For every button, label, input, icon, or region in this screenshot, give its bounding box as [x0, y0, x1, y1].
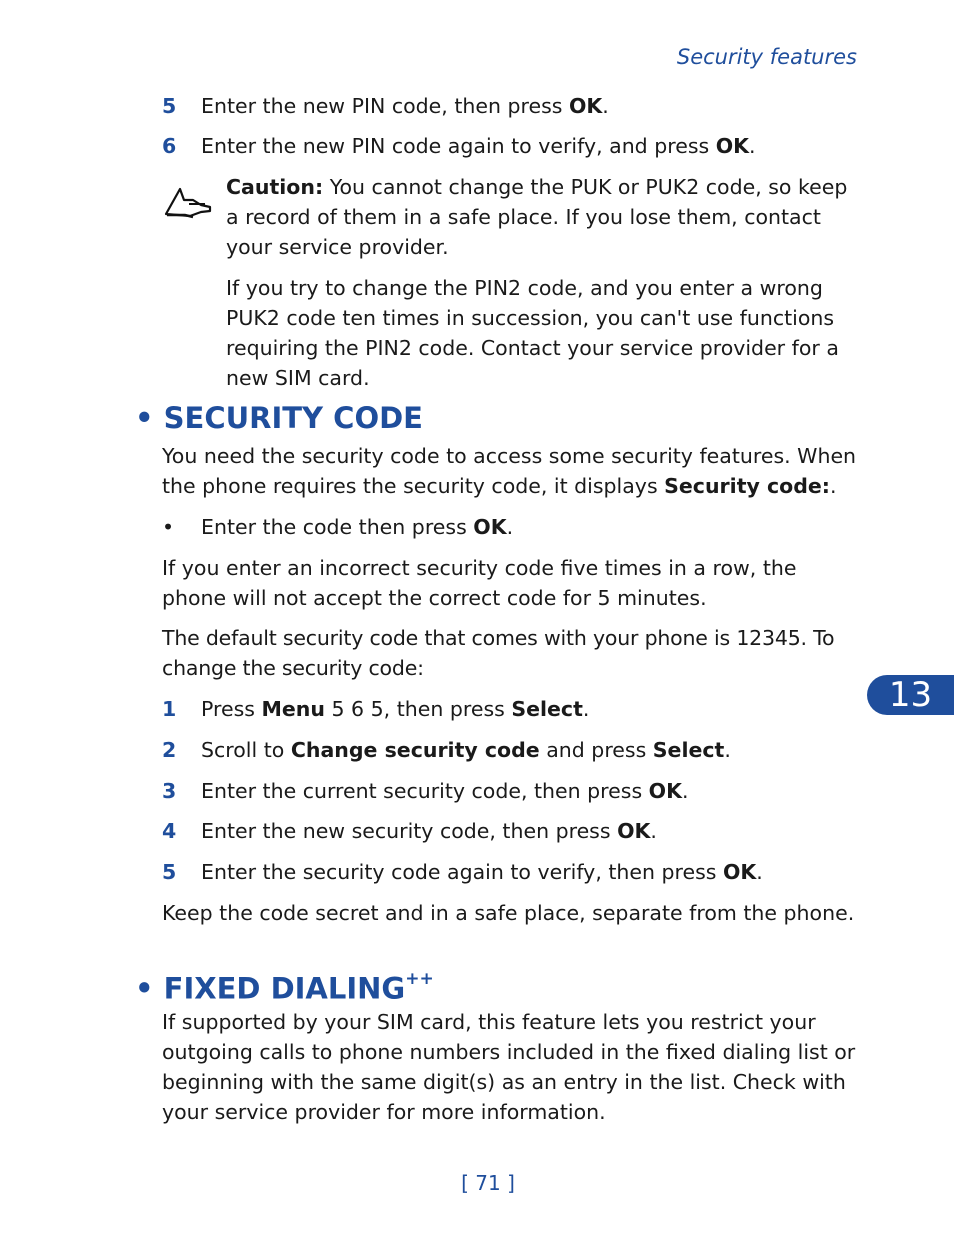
step-number: 5 [162, 860, 177, 884]
step-punct: . [681, 779, 689, 803]
security-step-2 [162, 735, 731, 765]
step-key: OK [617, 819, 651, 843]
intro-key: Security code: [664, 474, 831, 498]
step-text: Enter the new security code, then press [201, 819, 618, 843]
security-code-intro [162, 441, 862, 501]
paragraph-fixed-dialing: If supported by your SIM card, this feature lets you restrict your outgoing calls to phone numbers included in the fixed dialing list or beginning with the same digit(s) as an entry in the list. Check with your service provider for more information. [162, 1010, 856, 1124]
step-text: Enter the security code again to verify, then press [201, 860, 723, 884]
step-key: Select [511, 697, 583, 721]
caution-note: If you try to change the PIN2 code, and you enter a wrong PUK2 code ten times in succession, you can't use functions requiring the PIN2 code. Contact your service provider for a new SIM card. [226, 276, 839, 390]
step-text: Press [201, 697, 262, 721]
step-number: 6 [162, 134, 177, 158]
paragraph-keep-secret: Keep the code secret and in a safe place, separate from the phone. [162, 901, 855, 925]
step-key: Select [652, 738, 725, 762]
step-key: OK [648, 779, 682, 803]
security-step-4 [162, 816, 657, 846]
step-text: Enter the new PIN code, then press [201, 94, 569, 118]
paragraph-incorrect-code: If you enter an incorrect security code five times in a row, the phone will not accept the correct code for 5 minutes. [162, 556, 797, 610]
heading-text: • FIXED DIALING [135, 971, 406, 1006]
security-step-3 [162, 776, 688, 806]
caution-text: You cannot change the PUK or PUK2 code, so keep a record of them in a safe place. If you lose them, contact your service provider. [226, 175, 848, 259]
step-text: Enter the new PIN code again to verify, and press [201, 134, 716, 158]
step-key: OK [722, 860, 757, 884]
step-text: 5 6 5, then press [324, 697, 512, 721]
heading-superscript: ++ [405, 969, 434, 989]
step-key: Menu [261, 697, 325, 721]
security-step-1 [162, 694, 589, 724]
bullet-text: Enter the code then press [201, 515, 474, 539]
pin-step-6 [162, 131, 756, 161]
step-punct: . [602, 94, 609, 118]
step-punct: . [756, 860, 763, 884]
running-header: Security features [676, 45, 857, 69]
step-punct: . [582, 697, 590, 721]
page-number: [ 71 ] [461, 1171, 515, 1195]
bullet-dot: • [162, 515, 175, 539]
step-text: Enter the current security code, then press [201, 779, 649, 803]
caution-label: Caution: [226, 175, 324, 199]
section-heading-security-code: • SECURITY CODE [135, 401, 423, 435]
caution-paragraph [226, 172, 862, 262]
step-punct: . [724, 738, 731, 762]
step-key: OK [715, 134, 750, 158]
bullet-key: OK [473, 515, 507, 539]
caution-hand-icon [163, 185, 213, 219]
chapter-tab: 13 [867, 675, 954, 715]
step-number: 4 [162, 819, 177, 843]
step-number: 3 [162, 779, 177, 803]
security-step-5 [162, 857, 763, 887]
step-number: 1 [162, 697, 177, 721]
pin-step-5 [162, 91, 609, 121]
security-code-bullet [162, 512, 513, 542]
paragraph-default-code: The default security code that comes with your phone is 12345. To change the security code: [162, 626, 835, 680]
step-number: 5 [162, 94, 177, 118]
bullet-punct: . [506, 515, 514, 539]
step-text: and press [539, 738, 653, 762]
step-text: Scroll to [201, 738, 291, 762]
step-punct: . [749, 134, 756, 158]
step-key: Change security code [290, 738, 540, 762]
step-key: OK [568, 94, 603, 118]
section-heading-fixed-dialing [135, 965, 434, 1007]
step-punct: . [650, 819, 657, 843]
intro-text: You need the security code to access some security features. When the phone requires the security code, it displays [162, 444, 857, 498]
step-number: 2 [162, 738, 177, 762]
intro-punct: . [830, 474, 837, 498]
